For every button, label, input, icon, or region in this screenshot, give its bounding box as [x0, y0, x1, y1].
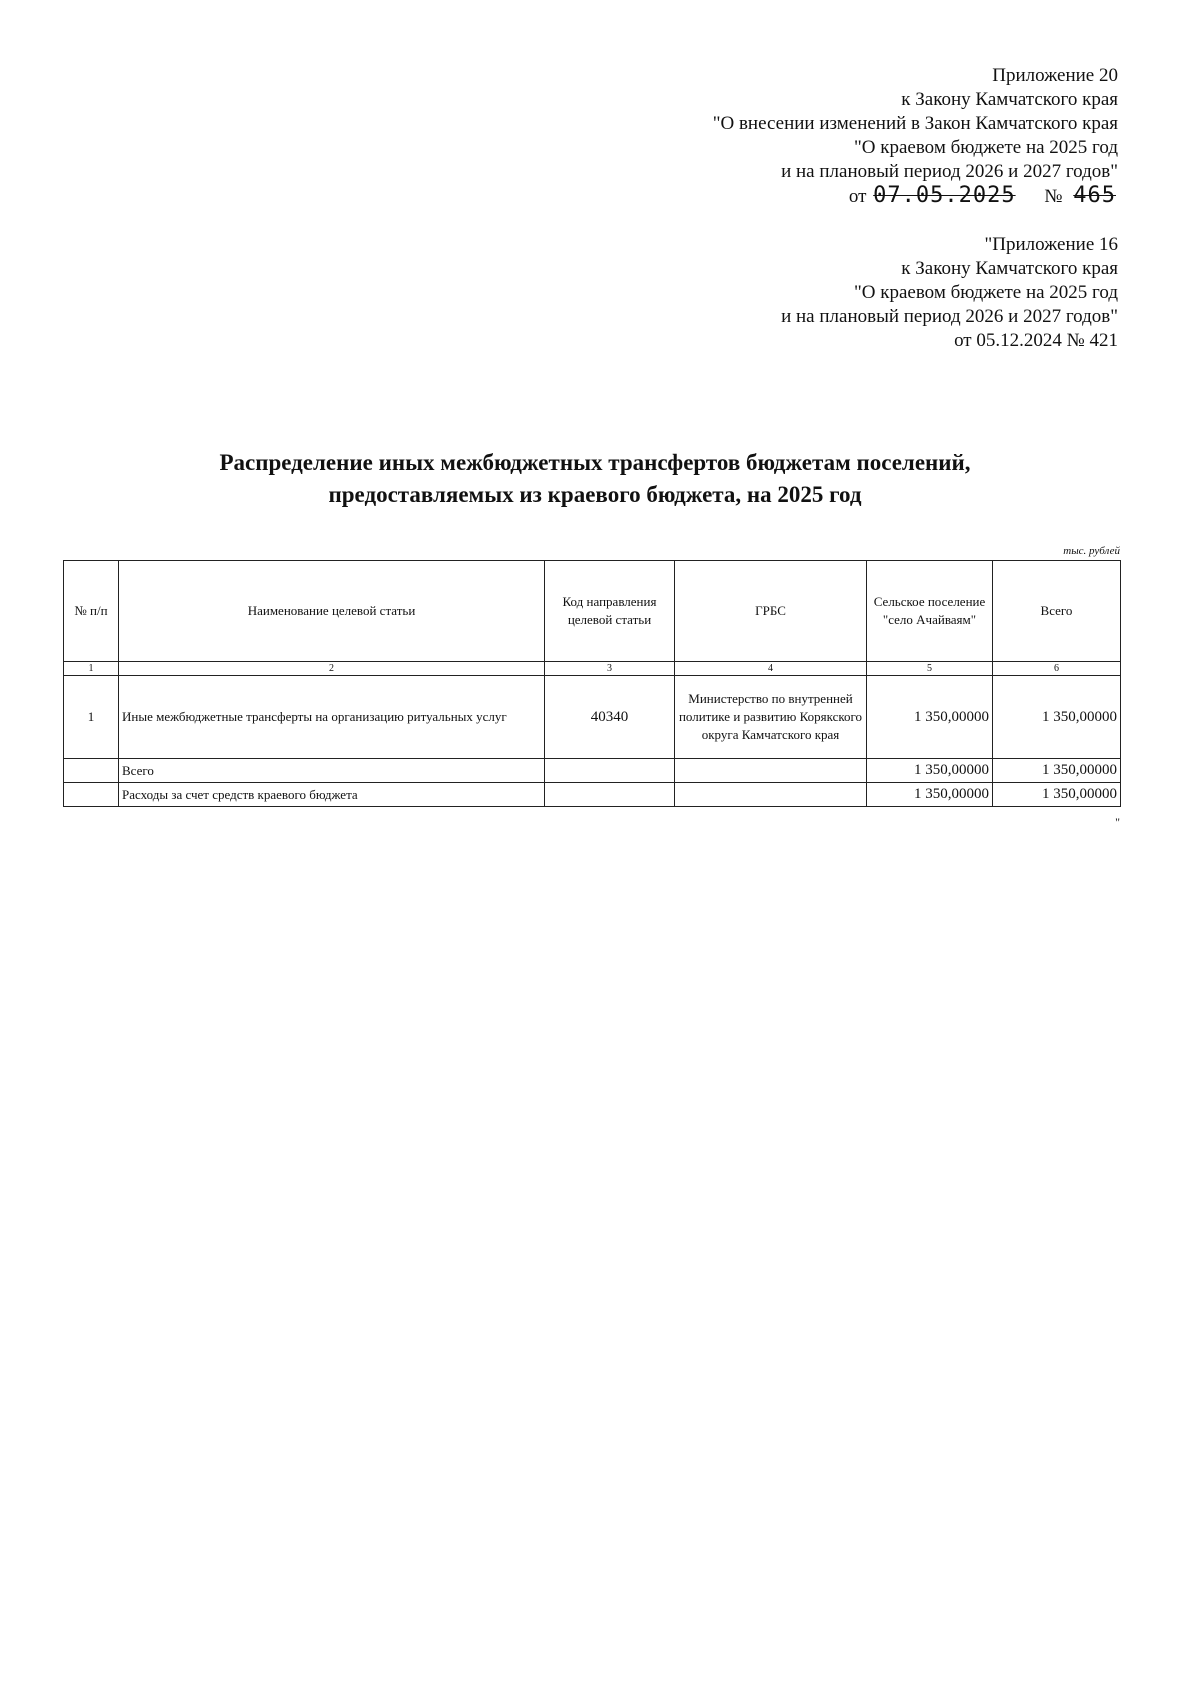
unit-label: тыс. рублей — [1063, 545, 1120, 557]
regional-total-amount: 1 350,00000 — [993, 783, 1121, 807]
total-settlement-amount: 1 350,00000 — [867, 759, 993, 783]
column-number: 4 — [675, 662, 867, 676]
handwritten-number: 465 — [1073, 183, 1116, 208]
column-number: 3 — [545, 662, 675, 676]
col-header-settlement: Сельское поселение "село Ачайваям" — [867, 561, 993, 662]
col-header-code: Код направления целевой статьи — [545, 561, 675, 662]
date-prefix: от — [848, 186, 867, 207]
total-total-amount: 1 350,00000 — [993, 759, 1121, 783]
header-line: к Закону Камчатского края — [901, 258, 1118, 279]
title-line-1: Распределение иных межбюджетных трансфертов бюджетам поселений, — [219, 450, 971, 475]
header-line: "О краевом бюджете на 2025 год — [854, 282, 1118, 303]
header-line: и на плановый период 2026 и 2027 годов" — [781, 161, 1118, 182]
column-number: 1 — [64, 662, 119, 676]
col-header-name: Наименование целевой статьи — [119, 561, 545, 662]
column-number: 2 — [119, 662, 545, 676]
empty-cell — [545, 759, 675, 783]
header-line: и на плановый период 2026 и 2027 годов" — [781, 306, 1118, 327]
number-sign: № — [1044, 186, 1063, 207]
table-header-row — [64, 561, 1121, 662]
column-number: 5 — [867, 662, 993, 676]
regional-settlement-amount: 1 350,00000 — [867, 783, 993, 807]
row-grbs: Министерство по внутренней политике и развитию Корякского округа Камчатского края — [675, 676, 867, 759]
col-header-total: Всего — [993, 561, 1121, 662]
empty-cell — [675, 783, 867, 807]
document-title — [0, 447, 1190, 511]
budget-table — [63, 560, 1121, 807]
total-label: Всего — [119, 759, 545, 783]
header-line: Приложение 20 — [992, 65, 1118, 86]
handwritten-date: 07.05.2025 — [873, 183, 1016, 208]
original-appendix-header — [781, 233, 1118, 353]
header-line: "Приложение 16 — [984, 234, 1118, 255]
amendment-header — [713, 64, 1118, 209]
regional-budget-row — [64, 783, 1121, 807]
row-name: Иные межбюджетные трансферты на организацию ритуальных услуг — [119, 676, 545, 759]
total-row — [64, 759, 1121, 783]
row-number: 1 — [64, 676, 119, 759]
col-header-grbs: ГРБС — [675, 561, 867, 662]
header-date-line — [713, 184, 1118, 209]
empty-cell — [675, 759, 867, 783]
table-row — [64, 676, 1121, 759]
empty-cell — [64, 783, 119, 807]
column-number-row — [64, 662, 1121, 676]
col-header-number: № п/п — [64, 561, 119, 662]
closing-quote-mark: " — [1115, 815, 1120, 829]
regional-label: Расходы за счет средств краевого бюджета — [119, 783, 545, 807]
row-settlement-amount: 1 350,00000 — [867, 676, 993, 759]
header-line: "О внесении изменений в Закон Камчатского края — [712, 113, 1118, 134]
header-line: от 05.12.2024 № 421 — [954, 330, 1118, 351]
empty-cell — [64, 759, 119, 783]
title-line-2: предоставляемых из краевого бюджета, на 2025 год — [328, 482, 862, 507]
column-number: 6 — [993, 662, 1121, 676]
header-line: к Закону Камчатского края — [901, 89, 1118, 110]
row-total-amount: 1 350,00000 — [993, 676, 1121, 759]
header-line: "О краевом бюджете на 2025 год — [854, 137, 1118, 158]
empty-cell — [545, 783, 675, 807]
row-code: 40340 — [545, 676, 675, 759]
